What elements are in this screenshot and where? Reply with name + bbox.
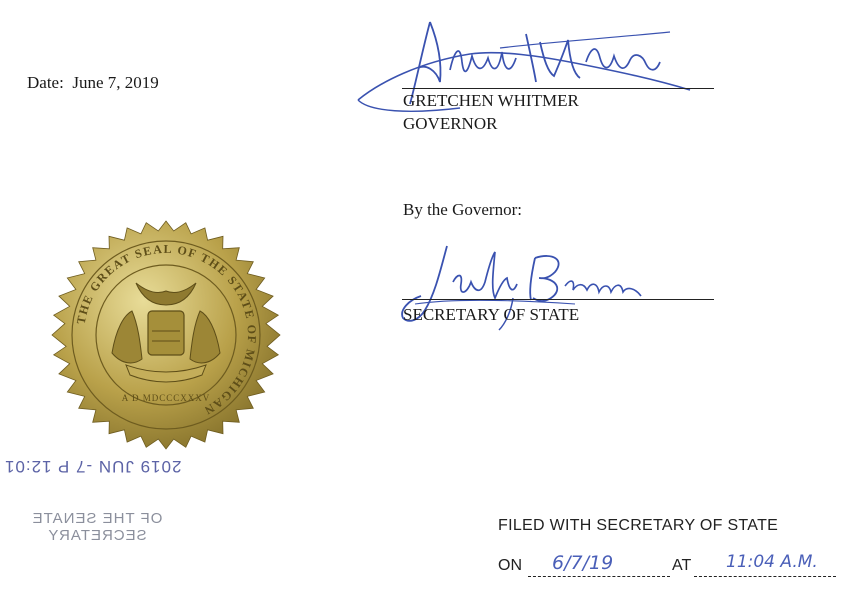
seal-year-text: A D MDCCCXXXV — [121, 393, 211, 403]
filing-heading: FILED WITH SECRETARY OF STATE — [498, 517, 779, 534]
senate-stamp — [22, 510, 172, 544]
seal-ring-text: THE GREAT SEAL OF THE STATE OF MICHIGAN — [73, 241, 260, 419]
governor-name: GRETCHEN WHITMER — [403, 91, 579, 110]
filing-time-line — [694, 576, 836, 577]
receipt-stamp: 2019 JUN -7 P 12:01 — [4, 457, 182, 476]
date-line — [27, 73, 159, 93]
filing-on-label: ON — [498, 557, 522, 574]
senate-stamp-line2: OF THE SENATE — [31, 510, 163, 527]
date-label: Date: — [27, 73, 64, 92]
filing-time: 11:04 A.M. — [726, 552, 818, 572]
filing-date: 6/7/19 — [552, 552, 614, 574]
filing-date-line — [528, 576, 670, 577]
senate-stamp-line1: SECRETARY — [47, 527, 147, 544]
governor-signature-line — [402, 88, 714, 89]
state-seal-image — [50, 219, 282, 451]
seal-shield — [148, 311, 184, 355]
secretary-signature-line — [402, 299, 714, 300]
date-value: June 7, 2019 — [72, 73, 159, 92]
governor-title: GOVERNOR — [403, 114, 498, 133]
filing-at-label: AT — [672, 557, 692, 574]
by-the-governor: By the Governor: — [403, 200, 522, 219]
secretary-title: SECRETARY OF STATE — [403, 305, 580, 324]
